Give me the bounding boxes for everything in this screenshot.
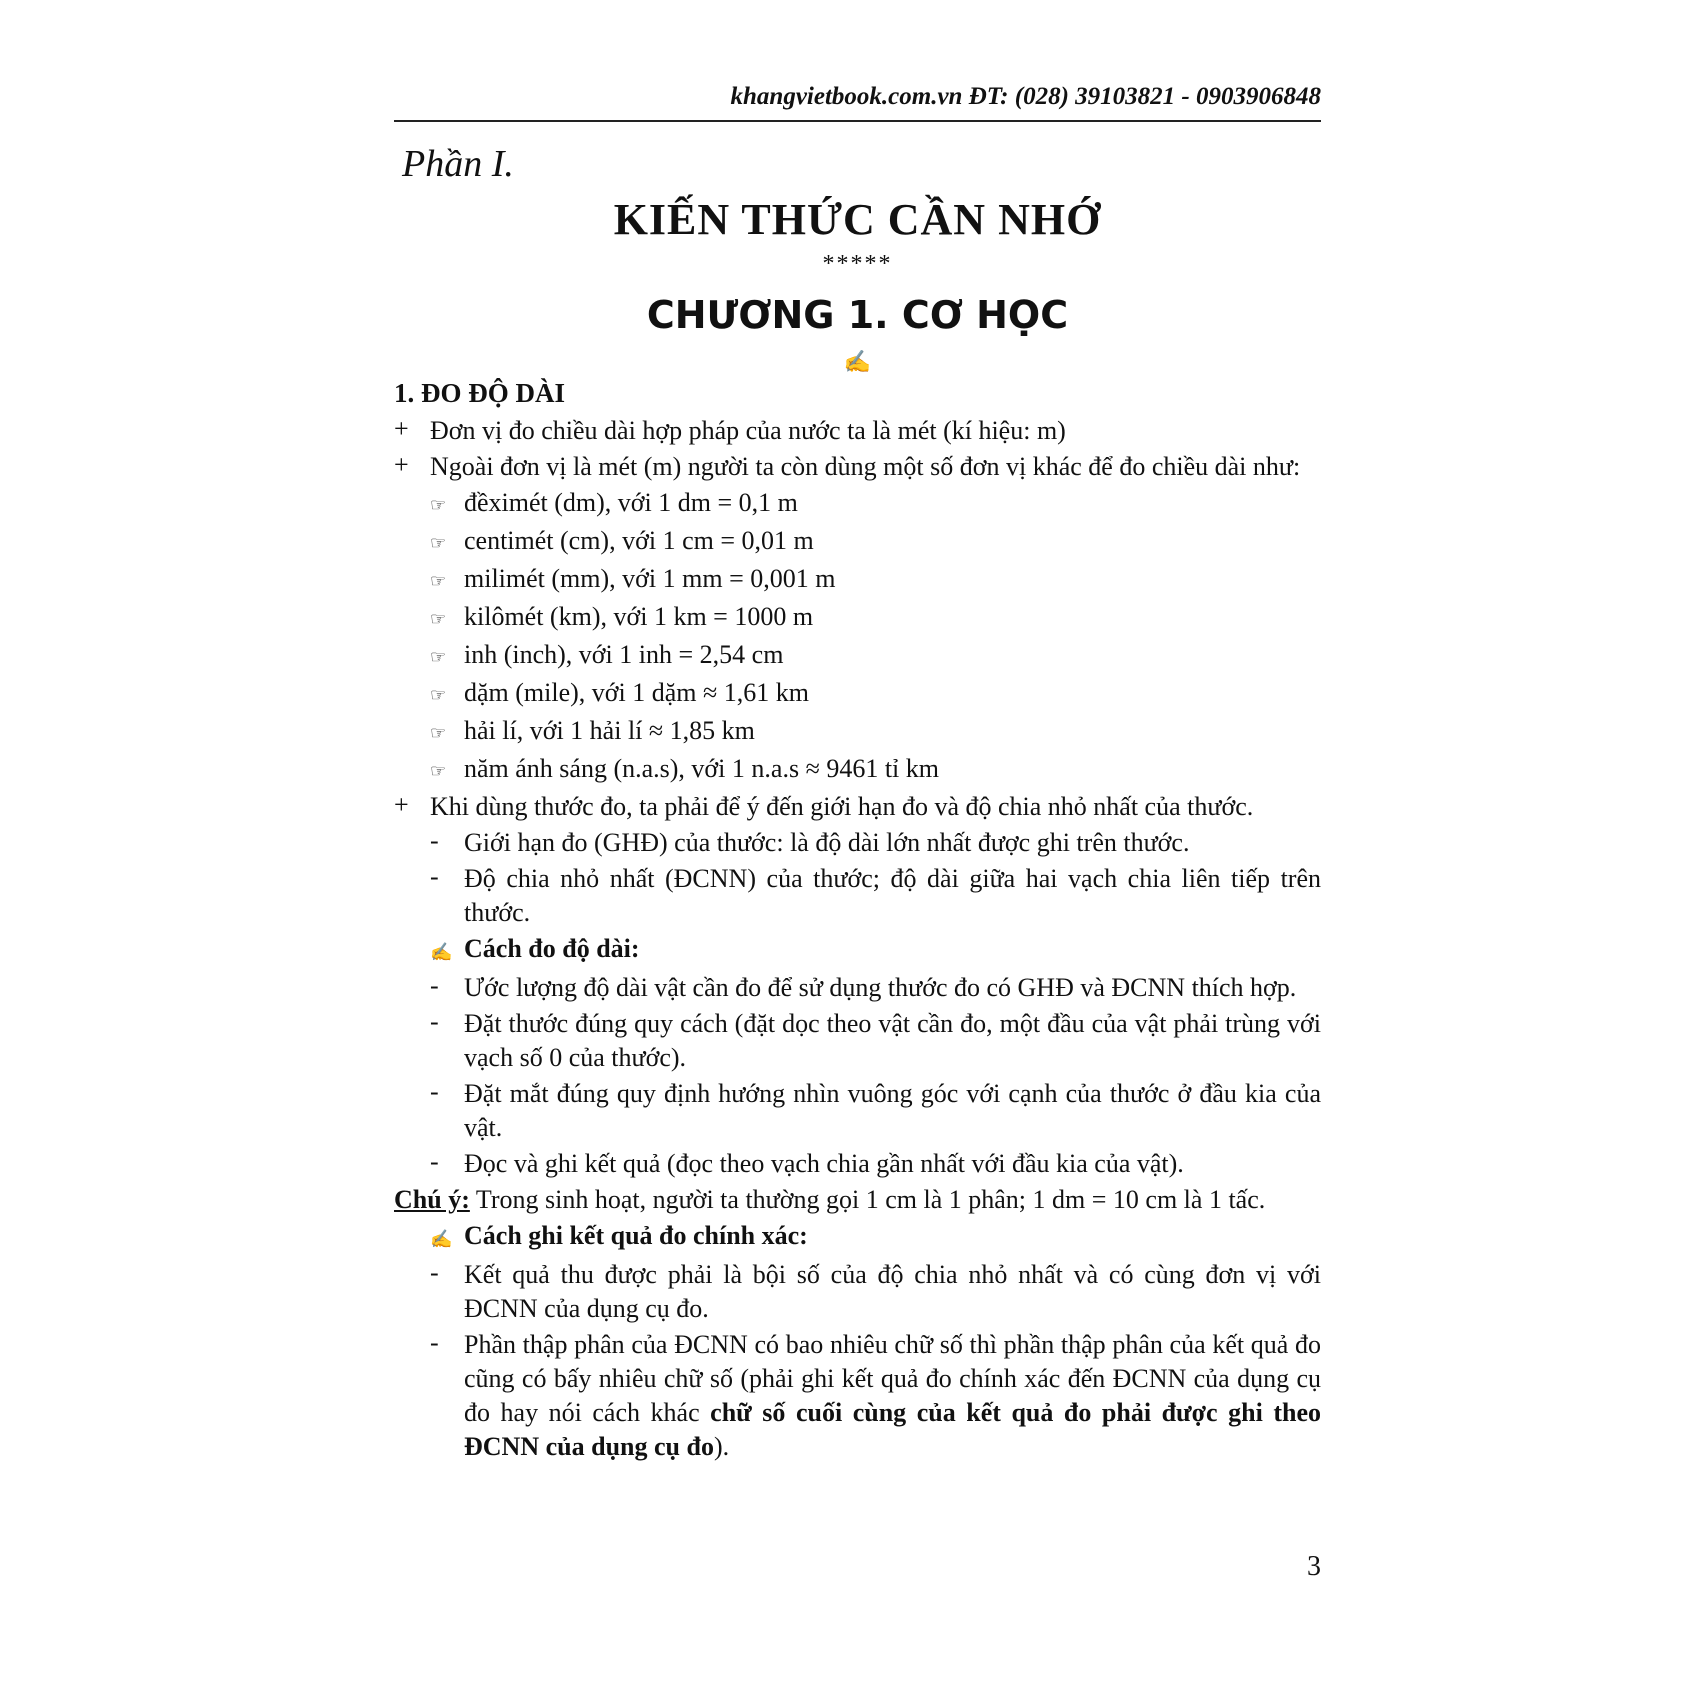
unit-text: inh (inch), với 1 inh = 2,54 cm (464, 640, 784, 669)
subheading-measure (394, 932, 1321, 969)
unit-text: centimét (cm), với 1 cm = 0,01 m (464, 526, 814, 555)
unit-text: năm ánh sáng (n.a.s), với 1 n.a.s ≈ 9461 tỉ km (464, 754, 940, 783)
dash-marker: - (430, 1147, 439, 1176)
subheading-record (394, 1219, 1321, 1256)
rule-item (394, 1258, 1321, 1326)
dash-marker: - (430, 1258, 439, 1287)
unit-item (394, 486, 1321, 522)
unit-item (394, 714, 1321, 750)
dash-marker: - (430, 1328, 439, 1357)
unit-text: kilômét (km), với 1 km = 1000 m (464, 602, 814, 631)
definition-text: Độ chia nhỏ nhất (ĐCNN) của thước; độ dài giữa hai vạch chia liên tiếp trên thước. (464, 864, 1321, 927)
section-body (394, 376, 1321, 1464)
step-item (394, 1007, 1321, 1075)
list-item-text: Đơn vị đo chiều dài hợp pháp của nước ta là mét (kí hiệu: m) (430, 416, 1066, 445)
list-item (394, 790, 1321, 824)
dash-marker: - (430, 1077, 439, 1106)
pointing-hand-icon: ☞ (430, 647, 447, 667)
page-header: khangvietbook.com.vn ĐT: (028) 39103821 - 0903906848 (394, 80, 1321, 122)
rule-item (394, 1328, 1321, 1464)
unit-text: dặm (mile), với 1 dặm ≈ 1,61 km (464, 678, 810, 707)
pointing-hand-icon: ☞ (430, 761, 447, 781)
definition-item (394, 826, 1321, 860)
unit-item (394, 600, 1321, 636)
list-item-text: Ngoài đơn vị là mét (m) người ta còn dùng một số đơn vị khác để đo chiều dài như: (430, 452, 1301, 481)
chapter-title: CHƯƠNG 1. CƠ HỌC (646, 293, 1069, 337)
plus-marker: + (394, 414, 409, 443)
step-item (394, 1147, 1321, 1181)
page-number: 3 (1307, 1551, 1321, 1582)
list-item (394, 414, 1321, 448)
rule-text-bold: chữ số cuối cùng của kết quả đo phải được ghi theo ĐCNN của dụng cụ đo (464, 1398, 1321, 1461)
dash-marker: - (430, 826, 439, 855)
plus-marker: + (394, 450, 409, 479)
step-text: Ước lượng độ dài vật cần đo để sử dụng thước đo có GHĐ và ĐCNN thích hợp. (464, 973, 1297, 1002)
pen-icon: ✍ (430, 942, 453, 962)
stars-divider: ***** (822, 251, 893, 277)
step-text: Đặt thước đúng quy cách (đặt dọc theo vật cần đo, một đầu của vật phải trùng với vạch số 0 của thước). (464, 1009, 1321, 1072)
list-item-text: Khi dùng thước đo, ta phải để ý đến giới hạn đo và độ chia nhỏ nhất của thước. (430, 792, 1254, 821)
unit-item (394, 676, 1321, 712)
note-label: Chú ý: (394, 1185, 470, 1214)
dash-marker: - (430, 862, 439, 891)
part-label: Phần I. (402, 143, 514, 185)
unit-item (394, 638, 1321, 674)
unit-text: milimét (mm), với 1 mm = 0,001 m (464, 564, 836, 593)
step-text: Đọc và ghi kết quả (đọc theo vạch chia gần nhất với đầu kia của vật). (464, 1149, 1184, 1178)
list-item (394, 450, 1321, 484)
rule-text-end: ). (713, 1432, 730, 1461)
pointing-hand-icon: ☞ (430, 723, 447, 743)
note-text: Trong sinh hoạt, người ta thường gọi 1 cm là 1 phân; 1 dm = 10 cm là 1 tấc. (469, 1185, 1266, 1214)
rule-text-start: Phần thập phân của ĐCNN có bao nhiêu chữ số thì phần thập phân của kết quả đo cũng có bấy nhiêu chữ số (phải ghi kết quả đo chính xác đến ĐCNN của dụng cụ đo hay nói cách khác (464, 1330, 1321, 1427)
pointing-hand-icon: ☞ (430, 571, 447, 591)
step-item (394, 971, 1321, 1005)
dash-marker: - (430, 971, 439, 1000)
rule-text: Kết quả thu được phải là bội số của độ chia nhỏ nhất và có cùng đơn vị với ĐCNN của dụng cụ đo. (464, 1260, 1321, 1323)
dash-marker: - (430, 1007, 439, 1036)
unit-item (394, 562, 1321, 598)
unit-item (394, 524, 1321, 560)
book-page (394, 70, 1321, 1630)
subheading-text: Cách ghi kết quả đo chính xác: (464, 1221, 808, 1250)
plus-marker: + (394, 790, 409, 819)
main-title: KIẾN THỨC CẦN NHỚ (613, 195, 1102, 244)
unit-text: đềximét (dm), với 1 dm = 0,1 m (464, 488, 798, 517)
pen-icon: ✍ (430, 1229, 453, 1249)
pen-icon: ✍ (843, 349, 872, 374)
unit-text: hải lí, với 1 hải lí ≈ 1,85 km (464, 716, 755, 745)
pointing-hand-icon: ☞ (430, 495, 447, 515)
note (394, 1183, 1321, 1217)
subheading-text: Cách đo độ dài: (464, 934, 640, 963)
step-item (394, 1077, 1321, 1145)
definition-item (394, 862, 1321, 930)
definition-text: Giới hạn đo (GHĐ) của thước: là độ dài lớn nhất được ghi trên thước. (464, 828, 1190, 857)
step-text: Đặt mắt đúng quy định hướng nhìn vuông góc với cạnh của thước ở đầu kia của vật. (464, 1079, 1321, 1142)
rule-text (464, 1328, 1321, 1464)
unit-item (394, 752, 1321, 788)
pointing-hand-icon: ☞ (430, 685, 447, 705)
section-title: 1. ĐO ĐỘ DÀI (394, 378, 566, 408)
pointing-hand-icon: ☞ (430, 609, 447, 629)
pointing-hand-icon: ☞ (430, 533, 447, 553)
